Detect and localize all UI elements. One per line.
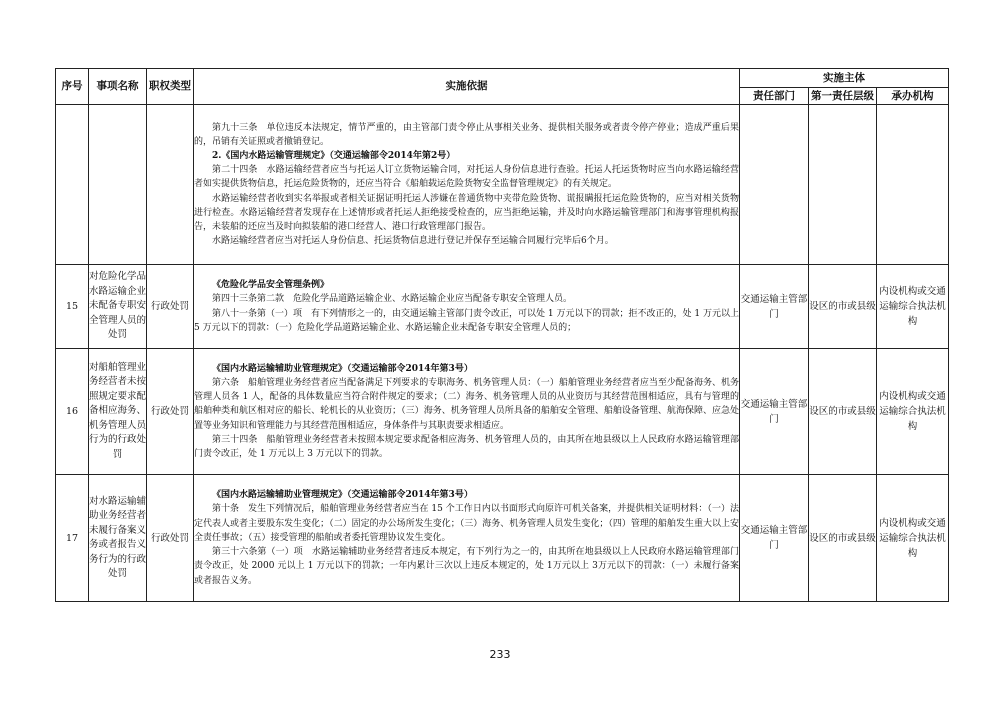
table-row (56, 349, 949, 475)
basis-paragraph: 第八十一条第（一）项 有下列情形之一的，由交通运输主管部门责令改正，可以处 1 万元以下的罚款；拒不改正的，处 1 万元以上 5 万元以下的罚款：（一）危险化学品道路运输企业、水路运输企业未配备专职安全管理人员的； (194, 308, 739, 333)
item-name-cell: 对危险化学品水路运输企业未配备专职安全管理人员的处罚 (89, 265, 147, 349)
basis-paragraph: 第四十三条第二款 危险化学品道路运输企业、水路运输企业应当配备专职安全管理人员。 (212, 294, 573, 305)
header-seq: 序号 (56, 69, 89, 105)
dept-cell: 交通运输主管部门 (740, 475, 809, 602)
authority-type-cell: 行政处罚 (147, 265, 194, 349)
level-cell: 设区的市或县级 (809, 475, 877, 602)
dept-cell: 交通运输主管部门 (740, 349, 809, 475)
org-cell: 内设机构或交通运输综合执法机构 (877, 265, 949, 349)
law-title: 《国内水路运输辅助业管理规定》（交通运输部令2014年第3号） (212, 363, 473, 374)
header-dept: 责任部门 (740, 88, 809, 105)
law-title: 《国内水路运输辅助业管理规定》（交通运输部令2014年第3号） (212, 490, 473, 501)
law-title: 《危险化学品安全管理条例》 (212, 280, 330, 291)
authority-type-cell: 行政处罚 (147, 475, 194, 602)
basis-paragraph: 第九十三条 单位违反本法规定，情节严重的，由主管部门责令停止从事相关业务、提供相关服务或者责令停产停业；造成严重后果的，吊销有关证照或者撤销登记。 (194, 122, 739, 147)
basis-cell (194, 349, 740, 475)
basis-paragraph: 第三十六条第（一）项 水路运输辅助业务经营者违反本规定，有下列行为之一的，由其所在地县级以上人民政府水路运输管理部门责令改正，处 2000 元以上 1 万元以下的罚款；一年内累计三次以上违反本规定的，处 1万元以上 3万元以下的罚款：（一）未履行备案或者报告义务。 (194, 547, 739, 586)
level-cell: 设区的市或县级 (809, 349, 877, 475)
table-row (56, 265, 949, 349)
header-subject: 实施主体 (740, 69, 949, 88)
seq-cell: 16 (56, 349, 89, 475)
header-level: 第一责任层级 (809, 88, 877, 105)
law-title: 2.《国内水路运输管理规定》（交通运输部令2014年第2号） (212, 150, 456, 161)
authority-type-cell: 行政处罚 (147, 349, 194, 475)
dept-cell: 交通运输主管部门 (740, 265, 809, 349)
basis-cell (194, 475, 740, 602)
basis-paragraph: 水路运输经营者收到实名举报或者相关证据证明托运人涉嫌在普通货物中夹带危险货物、谎报瞒报托运危险货物的，应当对相关货物进行检查。水路运输经营者发现存在上述情形或者托运人拒绝接受检查的，应当拒绝运输，并及时向水路运输管理部门和海事管理机构报告，未装船的还应当及时向拟装船的港口经营人、港口行政管理部门报告。 (194, 193, 739, 232)
basis-paragraph: 第三十四条 船舶管理业务经营者未按照本规定要求配备相应海务、机务管理人员的，由其所在地县级以上人民政府水路运输管理部门责令改正，处 1 万元以上 3 万元以下的罚款。 (194, 434, 739, 459)
header-org: 承办机构 (877, 88, 949, 105)
level-cell: 设区的市或县级 (809, 265, 877, 349)
seq-cell: 17 (56, 475, 89, 602)
table-row (56, 475, 949, 602)
header-item-name: 事项名称 (89, 69, 147, 105)
page-number: 233 (489, 648, 511, 661)
basis-paragraph: 第二十四条 水路运输经营者应当与托运人订立货物运输合同，对托运人身份信息进行查验。托运人托运货物时应当向水路运输经营者如实提供货物信息，托运危险货物的，还应当符合《船舶载运危险货物安全监督管理规定》的有关规定。 (194, 165, 739, 190)
basis-cell (194, 105, 740, 265)
basis-paragraph: 第六条 船舶管理业务经营者应当配备满足下列要求的专职海务、机务管理人员：（一）船舶管理业务经营者应当至少配备海务、机务管理人员各 1 人，配备的具体数量应当符合附件规定的要求；（二）海务、机务管理人员的从业资历与其经营范围相适应，具有与管理的船舶种类和航区相对应的船长、轮机长的从业资历；（三）海务、机务管理人员所具备的船舶安全管理、船舶设备管理、航海保障、应急处置等业务知识和管理能力与其经营范围相适应，身体条件与其职责要求相适应。 (194, 377, 739, 431)
header-authority-type: 职权类型 (147, 69, 194, 105)
basis-paragraph: 水路运输经营者应当对托运人身份信息、托运货物信息进行登记并保存至运输合同履行完毕后6个月。 (212, 236, 614, 247)
basis-paragraph: 第十条 发生下列情况后，船舶管理业务经营者应当在 15 个工作日内以书面形式向原许可机关备案，并提供相关证明材料：（一）法定代表人或者主要股东发生变化；（二）固定的办公场所发生变化；（三）海务、机务管理人员发生变化；（四）管理的船舶发生重大以上安全责任事故；（五）接受管理的船舶或者委托管理协议发生变化。 (194, 504, 739, 543)
basis-cell (194, 265, 740, 349)
table-row-continuation (56, 105, 949, 265)
authority-table (55, 68, 949, 602)
org-cell: 内设机构或交通运输综合执法机构 (877, 349, 949, 475)
item-name-cell: 对水路运输辅助业务经营者未履行备案义务或者报告义务行为的行政处罚 (89, 475, 147, 602)
seq-cell: 15 (56, 265, 89, 349)
header-basis: 实施依据 (194, 69, 740, 105)
org-cell: 内设机构或交通运输综合执法机构 (877, 475, 949, 602)
item-name-cell: 对船舶管理业务经营者未按照规定要求配备相应海务、机务管理人员行为的行政处罚 (89, 349, 147, 475)
